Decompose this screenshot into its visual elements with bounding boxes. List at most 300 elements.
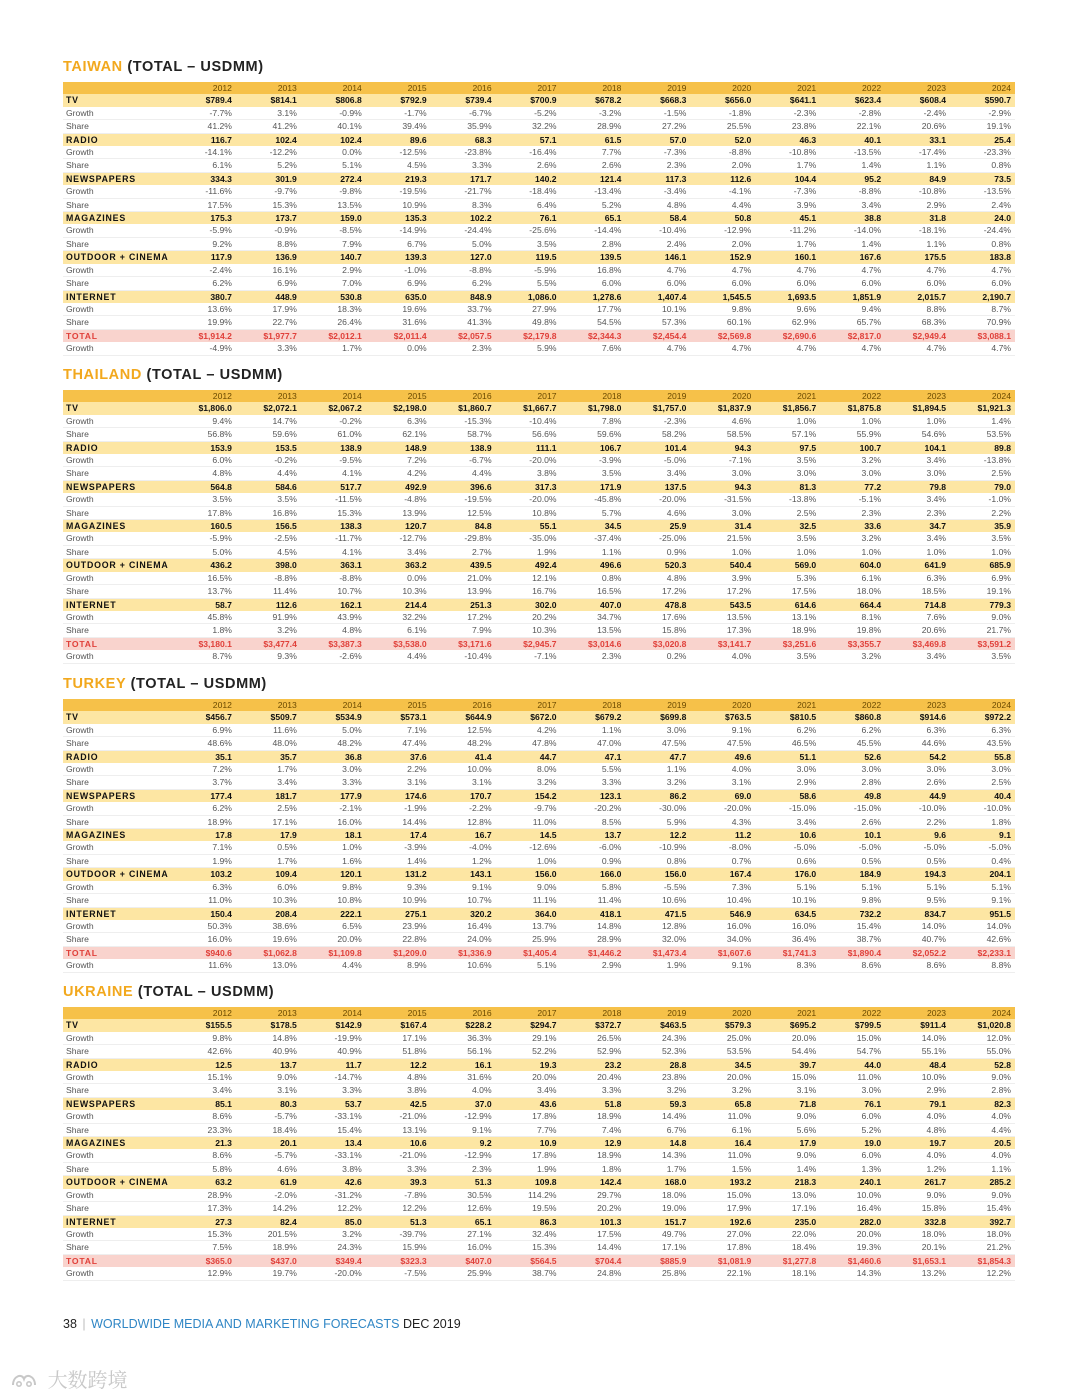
metric-row [63, 1189, 1015, 1202]
value-cell: 0.2% [625, 650, 690, 663]
metric-row [63, 1084, 1015, 1097]
value-cell: 19.3 [496, 1058, 561, 1071]
category-row [63, 480, 1015, 493]
metric-row [63, 342, 1015, 355]
value-cell: 2.8% [820, 776, 885, 789]
value-cell: 3.1% [431, 776, 496, 789]
value-cell: 18.4% [236, 1123, 301, 1136]
value-cell: 51.8% [366, 1045, 431, 1058]
value-cell: 332.8 [885, 1215, 950, 1228]
value-cell: 2.6% [496, 159, 561, 172]
value-cell: 8.3% [755, 959, 820, 972]
value-cell: 15.4% [301, 1123, 366, 1136]
value-cell: 5.0% [301, 724, 366, 737]
value-cell: 112.6 [236, 598, 301, 611]
value-cell: 5.5% [496, 277, 561, 290]
value-cell: 177.9 [301, 789, 366, 802]
value-cell: -1.9% [366, 802, 431, 815]
value-cell: 17.3% [690, 624, 755, 637]
value-cell: 43.5% [950, 737, 1015, 750]
value-cell: 42.6 [301, 1176, 366, 1189]
value-cell: 16.5% [561, 585, 626, 598]
value-cell: 15.3% [171, 1228, 236, 1241]
value-cell: 1.8% [171, 624, 236, 637]
value-cell: $437.0 [236, 1254, 301, 1267]
value-cell: 4.8% [625, 198, 690, 211]
category-row [63, 750, 1015, 763]
value-cell: -15.0% [820, 802, 885, 815]
value-cell: 102.2 [431, 212, 496, 225]
value-cell: 14.4% [366, 815, 431, 828]
value-cell: 4.0% [431, 1084, 496, 1097]
value-cell: -9.7% [236, 185, 301, 198]
value-cell: 17.7% [561, 303, 626, 316]
row-label: Growth [63, 107, 171, 120]
section-country: TURKEY [63, 676, 126, 692]
value-cell: -18.4% [496, 185, 561, 198]
value-cell: 52.2% [496, 1045, 561, 1058]
value-cell: 2.6% [885, 776, 950, 789]
value-cell: 18.0% [625, 1189, 690, 1202]
category-row [63, 1215, 1015, 1228]
row-label: Share [63, 1084, 171, 1097]
value-cell: -3.9% [366, 841, 431, 854]
value-cell: 317.3 [496, 480, 561, 493]
year-header-cell: 2019 [625, 1007, 690, 1019]
value-cell: -0.2% [301, 415, 366, 428]
value-cell: 16.4% [820, 1202, 885, 1215]
value-cell: $3,180.1 [171, 637, 236, 650]
value-cell: 139.3 [366, 251, 431, 264]
value-cell: 3.4% [755, 815, 820, 828]
value-cell: -5.9% [171, 532, 236, 545]
value-cell: 10.6 [755, 829, 820, 842]
value-cell: 16.8% [561, 264, 626, 277]
value-cell: 47.5% [625, 737, 690, 750]
value-cell: 15.4% [820, 920, 885, 933]
value-cell: 18.3% [301, 303, 366, 316]
value-cell: 302.0 [496, 598, 561, 611]
value-cell: 3.2% [820, 650, 885, 663]
value-cell: 13.5% [301, 198, 366, 211]
value-cell: 201.5% [236, 1228, 301, 1241]
value-cell: 17.5% [755, 585, 820, 598]
value-cell: 54.6% [885, 428, 950, 441]
value-cell: 6.1% [820, 572, 885, 585]
value-cell: 79.0 [950, 480, 1015, 493]
value-cell: 3.3% [236, 342, 301, 355]
value-cell: 80.3 [236, 1097, 301, 1110]
value-cell: $228.2 [431, 1019, 496, 1031]
value-cell: 109.4 [236, 868, 301, 881]
value-cell: $972.2 [950, 711, 1015, 723]
value-cell: 7.9% [431, 624, 496, 637]
section-thailand [63, 365, 1015, 664]
value-cell: 12.5% [431, 506, 496, 519]
value-cell: $623.4 [820, 94, 885, 106]
value-cell: 1.1% [885, 237, 950, 250]
value-cell: 4.8% [625, 572, 690, 585]
year-header-cell: 2014 [301, 699, 366, 711]
value-cell: 3.1% [236, 1084, 301, 1097]
value-cell: 3.4% [625, 467, 690, 480]
value-cell: 3.4% [171, 1084, 236, 1097]
value-cell: 3.1% [690, 776, 755, 789]
row-label: Growth [63, 763, 171, 776]
year-header-cell: 2012 [171, 390, 236, 402]
value-cell: -4.1% [690, 185, 755, 198]
metric-row [63, 159, 1015, 172]
metric-row [63, 277, 1015, 290]
value-cell: 7.2% [366, 454, 431, 467]
value-cell: 54.2 [885, 750, 950, 763]
publication-date: DEC 2019 [402, 1317, 461, 1331]
value-cell: -3.4% [625, 185, 690, 198]
value-cell: 478.8 [625, 598, 690, 611]
row-label: Share [63, 737, 171, 750]
value-cell: 17.8% [496, 1110, 561, 1123]
value-cell: $799.5 [820, 1019, 885, 1031]
value-cell: 58.7% [431, 428, 496, 441]
value-cell: $3,020.8 [625, 637, 690, 650]
value-cell: 1.1% [561, 545, 626, 558]
value-cell: 9.8% [301, 881, 366, 894]
value-cell: 79.8 [885, 480, 950, 493]
row-label: OUTDOOR + CINEMA [63, 1176, 171, 1189]
year-header-cell: 2017 [496, 1007, 561, 1019]
value-cell: 37.0 [431, 1097, 496, 1110]
value-cell: 153.9 [171, 441, 236, 454]
metric-row [63, 920, 1015, 933]
value-cell: -2.1% [301, 802, 366, 815]
value-cell: 3.5% [171, 493, 236, 506]
value-cell: 60.1% [690, 316, 755, 329]
value-cell: -16.4% [496, 146, 561, 159]
value-cell: -0.9% [301, 107, 366, 120]
value-cell: $814.1 [236, 94, 301, 106]
value-cell: $3,088.1 [950, 329, 1015, 342]
value-cell: 103.2 [171, 868, 236, 881]
value-cell: 13.0% [755, 1189, 820, 1202]
value-cell: 71.8 [755, 1097, 820, 1110]
value-cell: 13.7% [171, 585, 236, 598]
value-cell: 9.2 [431, 1137, 496, 1150]
row-label: Share [63, 506, 171, 519]
value-cell: 4.8% [885, 1123, 950, 1136]
row-label: Growth [63, 881, 171, 894]
value-cell: 10.7% [301, 585, 366, 598]
value-cell: 0.5% [885, 854, 950, 867]
value-cell: 14.2% [236, 1202, 301, 1215]
value-cell: 100.7 [820, 441, 885, 454]
value-cell: 4.0% [950, 1149, 1015, 1162]
value-cell: 3.0% [820, 1084, 885, 1097]
value-cell: 117.9 [171, 251, 236, 264]
row-label: Growth [63, 1110, 171, 1123]
value-cell: 2.2% [885, 815, 950, 828]
value-cell: 2.5% [950, 776, 1015, 789]
metric-row [63, 1162, 1015, 1175]
value-cell: 28.9% [171, 1189, 236, 1202]
watermark [10, 1364, 128, 1393]
value-cell: 11.6% [171, 959, 236, 972]
value-cell: $2,344.3 [561, 329, 626, 342]
year-header-cell: 2013 [236, 82, 301, 94]
value-cell: $3,477.4 [236, 637, 301, 650]
year-header-row [63, 1007, 1015, 1019]
value-cell: 398.0 [236, 559, 301, 572]
value-cell: 15.1% [171, 1071, 236, 1084]
metric-row [63, 1045, 1015, 1058]
value-cell: 65.7% [820, 316, 885, 329]
value-cell: 62.9% [755, 316, 820, 329]
year-header-cell: 2022 [820, 1007, 885, 1019]
value-cell: 6.4% [496, 198, 561, 211]
value-cell: 3.9% [690, 572, 755, 585]
value-cell: 12.2% [366, 1202, 431, 1215]
row-label: Growth [63, 224, 171, 237]
value-cell: 1,693.5 [755, 290, 820, 303]
value-cell: 16.1% [236, 264, 301, 277]
row-label: Growth [63, 1149, 171, 1162]
value-cell: -15.0% [755, 802, 820, 815]
row-label: Growth [63, 1032, 171, 1045]
value-cell: 43.6 [496, 1097, 561, 1110]
value-cell: 4.0% [885, 1110, 950, 1123]
value-cell: -13.8% [755, 493, 820, 506]
row-label: Growth [63, 572, 171, 585]
section-subtitle: (TOTAL – USDMM) [137, 984, 275, 1000]
value-cell: -5.7% [236, 1149, 301, 1162]
value-cell: $1,977.7 [236, 329, 301, 342]
value-cell: 9.1 [950, 829, 1015, 842]
value-cell: 13.4 [301, 1137, 366, 1150]
value-cell: 11.4% [236, 585, 301, 598]
value-cell: 27.1% [431, 1228, 496, 1241]
value-cell: 17.9% [236, 303, 301, 316]
year-header-cell: 2024 [950, 82, 1015, 94]
year-header-cell: 2023 [885, 699, 950, 711]
value-cell: -7.7% [171, 107, 236, 120]
value-cell: 15.9% [366, 1241, 431, 1254]
value-cell: 20.0% [496, 1071, 561, 1084]
value-cell: $789.4 [171, 94, 236, 106]
value-cell: 6.3% [366, 415, 431, 428]
value-cell: 136.9 [236, 251, 301, 264]
value-cell: 12.1% [496, 572, 561, 585]
value-cell: 24.3% [625, 1032, 690, 1045]
value-cell: 119.5 [496, 251, 561, 264]
value-cell: -11.6% [171, 185, 236, 198]
value-cell: 32.0% [625, 933, 690, 946]
value-cell: 1.3% [820, 1162, 885, 1175]
value-cell: -12.7% [366, 532, 431, 545]
value-cell: 641.9 [885, 559, 950, 572]
value-cell: 55.1% [885, 1045, 950, 1058]
metric-row [63, 881, 1015, 894]
value-cell: 57.0 [625, 133, 690, 146]
metric-row [63, 1071, 1015, 1084]
value-cell: $1,757.0 [625, 402, 690, 414]
value-cell: 86.3 [496, 1215, 561, 1228]
value-cell: 685.9 [950, 559, 1015, 572]
value-cell: 9.0% [496, 881, 561, 894]
value-cell: 3.1% [366, 776, 431, 789]
value-cell: 44.6% [885, 737, 950, 750]
value-cell: $672.0 [496, 711, 561, 723]
value-cell: 17.9 [236, 829, 301, 842]
value-cell: 51.8 [561, 1097, 626, 1110]
value-cell: 15.0% [755, 1071, 820, 1084]
value-cell: 20.0% [820, 1228, 885, 1241]
value-cell: 175.5 [885, 251, 950, 264]
value-cell: 10.9% [366, 198, 431, 211]
value-cell: -18.1% [885, 224, 950, 237]
value-cell: 127.0 [431, 251, 496, 264]
value-cell: 2.3% [625, 159, 690, 172]
value-cell: 6.0% [690, 277, 755, 290]
row-label: TOTAL [63, 329, 171, 342]
value-cell: 3.0% [885, 467, 950, 480]
row-label: TV [63, 402, 171, 414]
value-cell: 27.3 [171, 1215, 236, 1228]
value-cell: 42.5 [366, 1097, 431, 1110]
category-row [63, 290, 1015, 303]
value-cell: 1.9% [625, 959, 690, 972]
year-header-cell: 2021 [755, 82, 820, 94]
value-cell: 9.1% [690, 959, 755, 972]
value-cell: 11.1% [496, 894, 561, 907]
value-cell: -8.8% [431, 264, 496, 277]
value-cell: 0.0% [366, 572, 431, 585]
row-label: Growth [63, 532, 171, 545]
value-cell: 36.8 [301, 750, 366, 763]
value-cell: 3.0% [755, 467, 820, 480]
value-cell: 1.5% [690, 1162, 755, 1175]
value-cell: 10.6% [625, 894, 690, 907]
value-cell: -5.9% [171, 224, 236, 237]
footer-separator: | [82, 1317, 86, 1331]
value-cell: 33.1 [885, 133, 950, 146]
row-label: NEWSPAPERS [63, 1097, 171, 1110]
value-cell: 1.7% [755, 237, 820, 250]
year-header-cell: 2012 [171, 82, 236, 94]
value-cell: $2,569.8 [690, 329, 755, 342]
value-cell: 19.9% [171, 316, 236, 329]
value-cell: 9.6 [885, 829, 950, 842]
year-header-cell: 2015 [366, 82, 431, 94]
value-cell: 1.4% [820, 237, 885, 250]
row-label: Growth [63, 959, 171, 972]
value-cell: 17.2% [690, 585, 755, 598]
forecast-table [63, 699, 1015, 973]
value-cell: $1,209.0 [366, 946, 431, 959]
value-cell: 3.3% [561, 776, 626, 789]
value-cell: -19.5% [366, 185, 431, 198]
value-cell: 59.6% [236, 428, 301, 441]
value-cell: 9.1% [431, 1123, 496, 1136]
value-cell: -7.1% [496, 650, 561, 663]
value-cell: 4.1% [301, 545, 366, 558]
value-cell: -8.8% [301, 572, 366, 585]
value-cell: -23.3% [950, 146, 1015, 159]
value-cell: -5.0% [755, 841, 820, 854]
value-cell: 3.0% [625, 724, 690, 737]
value-cell: 275.1 [366, 907, 431, 920]
value-cell: 392.7 [950, 1215, 1015, 1228]
value-cell: 4.7% [820, 342, 885, 355]
value-cell: 142.4 [561, 1176, 626, 1189]
value-cell: -29.8% [431, 532, 496, 545]
value-cell: $2,057.5 [431, 329, 496, 342]
value-cell: 50.8 [690, 212, 755, 225]
value-cell: 4.0% [950, 1110, 1015, 1123]
value-cell: 6.0% [820, 1149, 885, 1162]
year-header-cell: 2023 [885, 1007, 950, 1019]
value-cell: -19.9% [301, 1032, 366, 1045]
row-label: Share [63, 120, 171, 133]
value-cell: 17.4 [366, 829, 431, 842]
value-cell: 12.8% [431, 815, 496, 828]
value-cell: 5.3% [755, 572, 820, 585]
value-cell: 3.0% [885, 763, 950, 776]
value-cell: 11.0% [496, 815, 561, 828]
value-cell: 3.0% [301, 763, 366, 776]
row-label: MAGAZINES [63, 1137, 171, 1150]
value-cell: 61.9 [236, 1176, 301, 1189]
value-cell: 140.2 [496, 172, 561, 185]
value-cell: 36.4% [755, 933, 820, 946]
value-cell: -33.1% [301, 1149, 366, 1162]
value-cell: $2,454.4 [625, 329, 690, 342]
value-cell: 17.2% [431, 611, 496, 624]
value-cell: 3.2% [301, 1228, 366, 1241]
value-cell: 17.1% [366, 1032, 431, 1045]
value-cell: 1.0% [690, 545, 755, 558]
metric-row [63, 585, 1015, 598]
value-cell: 6.9% [950, 572, 1015, 585]
value-cell: 496.6 [561, 559, 626, 572]
value-cell: 4.7% [625, 264, 690, 277]
value-cell: 68.3% [885, 316, 950, 329]
value-cell: -2.0% [236, 1189, 301, 1202]
value-cell: 19.6% [236, 933, 301, 946]
value-cell: 1.0% [885, 415, 950, 428]
value-cell: 121.4 [561, 172, 626, 185]
value-cell: 2.0% [690, 237, 755, 250]
value-cell: -9.5% [301, 454, 366, 467]
value-cell: 23.9% [366, 920, 431, 933]
row-label: Growth [63, 802, 171, 815]
value-cell: 89.6 [366, 133, 431, 146]
row-label: INTERNET [63, 598, 171, 611]
value-cell: -15.3% [431, 415, 496, 428]
value-cell: -20.0% [496, 493, 561, 506]
value-cell: 41.3% [431, 316, 496, 329]
value-cell: 22.8% [366, 933, 431, 946]
value-cell: 138.3 [301, 520, 366, 533]
value-cell: 3.5% [496, 237, 561, 250]
value-cell: 19.7 [885, 1137, 950, 1150]
value-cell: $3,355.7 [820, 637, 885, 650]
value-cell: 8.3% [431, 198, 496, 211]
value-cell: 0.5% [820, 854, 885, 867]
value-cell: -2.6% [301, 650, 366, 663]
value-cell: 11.0% [690, 1110, 755, 1123]
value-cell: 58.5% [690, 428, 755, 441]
value-cell: 4.0% [690, 763, 755, 776]
value-cell: 4.1% [301, 467, 366, 480]
